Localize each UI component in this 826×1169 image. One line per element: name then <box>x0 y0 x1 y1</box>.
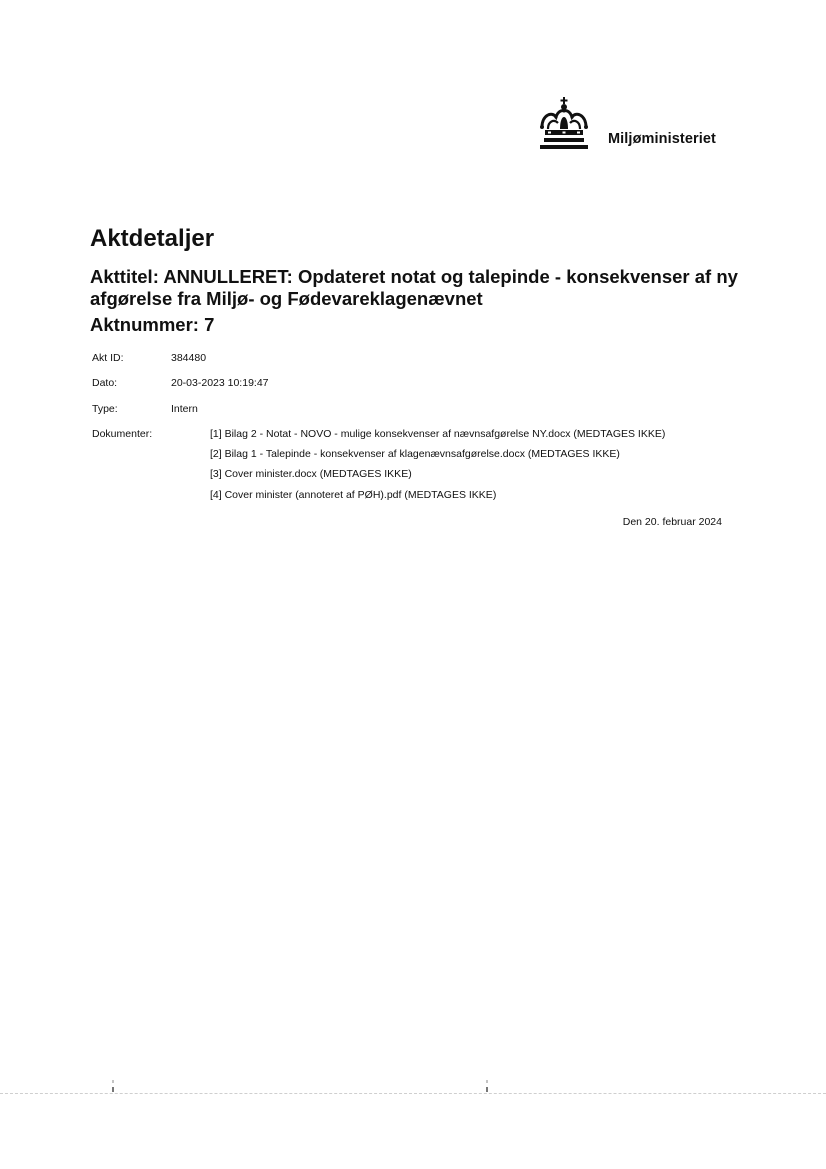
type-label: Type: <box>92 403 118 415</box>
akt-id-label: Akt ID: <box>92 352 124 364</box>
ministry-name: Miljøministeriet <box>608 131 716 147</box>
scan-mark-icon <box>111 1080 115 1092</box>
document-date: Den 20. februar 2024 <box>622 516 722 528</box>
akt-id-value: 384480 <box>171 352 207 364</box>
act-title: Akttitel: ANNULLERET: Opdateret notat og talepinde - konsekvenser af ny afgørelse fra Miljø- og Fødevareklagenævnet <box>90 266 738 309</box>
type-value: Intern <box>171 403 198 415</box>
crown-icon <box>536 97 592 151</box>
document-item-2: [2] Bilag 1 - Talepinde - konsekvenser af klagenævnsafgørelse.docx (MEDTAGES IKKE) <box>210 448 620 460</box>
dato-value: 20-03-2023 10:19:47 <box>171 377 269 389</box>
dokumenter-label: Dokumenter: <box>92 428 153 440</box>
scan-mark-icon <box>485 1080 489 1092</box>
ministry-logo <box>536 97 736 153</box>
act-number: Aktnummer: 7 <box>90 314 215 335</box>
page-title: Aktdetaljer <box>90 225 215 252</box>
document-item-4: [4] Cover minister (annoteret af PØH).pdf (MEDTAGES IKKE) <box>210 489 497 501</box>
document-item-1: [1] Bilag 2 - Notat - NOVO - mulige konsekvenser af nævnsafgørelse NY.docx (MEDTAGES IKKE) <box>210 428 666 440</box>
dato-label: Dato: <box>92 377 118 389</box>
document-item-3: [3] Cover minister.docx (MEDTAGES IKKE) <box>210 468 412 480</box>
scan-artifact-line <box>0 1093 826 1094</box>
